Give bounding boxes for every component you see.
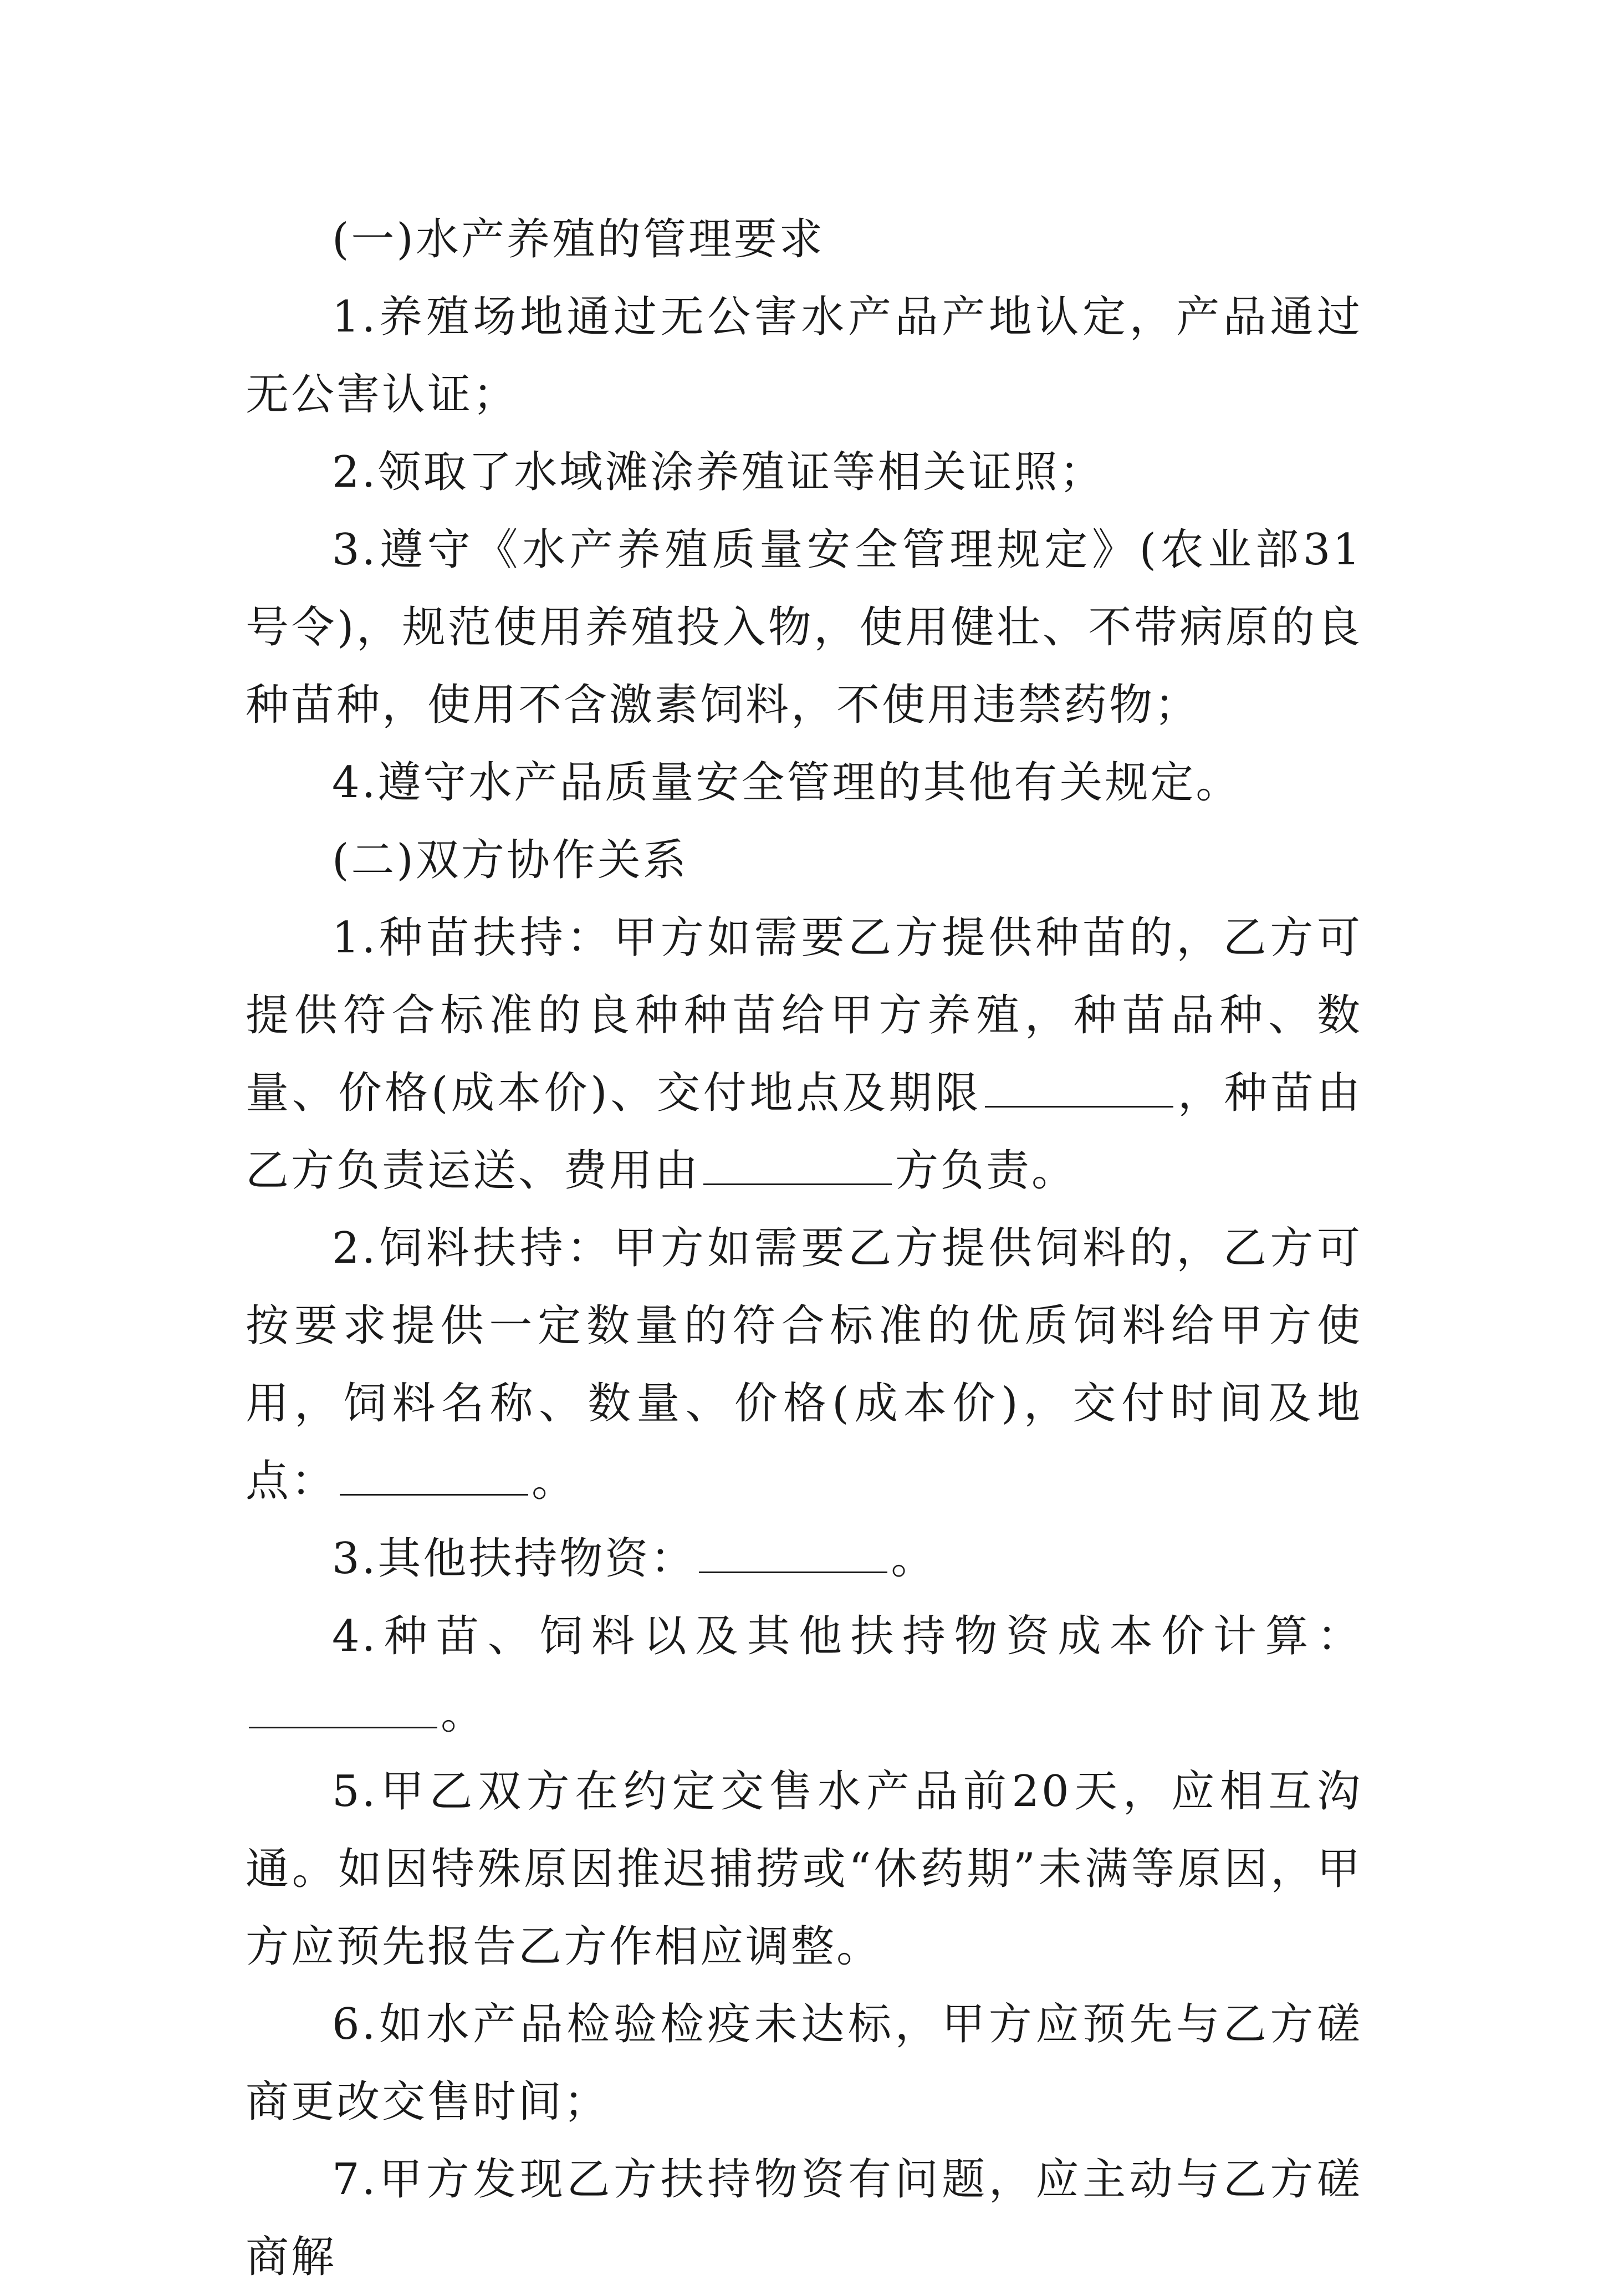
document-body [246,201,1362,2296]
paragraph-p9 [246,1520,1362,1598]
paragraph-text: 方负责。 [895,1146,1077,1196]
paragraph-p4 [246,511,1362,744]
paragraph-text: 3.遵守《水产养殖质量安全管理规定》(农业部31号令)，规范使用养殖投入物，使用健壮、不带病原的良种苗种，使用不含激素饲料，不使用违禁药物； [246,525,1362,730]
fill-in-blank [703,1148,892,1185]
paragraph-text: (一)水产养殖的管理要求 [332,215,825,264]
paragraph-p11 [246,1753,1362,1986]
paragraph-p3 [246,433,1362,511]
paragraph-text: ，种苗由乙方负责运送、费用由 [246,1068,1362,1196]
paragraph-text: 4.种苗、饲料以及其他扶持物资成本价计算： [332,1611,1362,1661]
paragraph-text: 2.领取了水域滩涂养殖证等相关证照； [332,447,1105,497]
paragraph-text: 4.遵守水产品质量安全管理的其他有关规定。 [332,758,1242,808]
paragraph-p12 [246,1986,1362,2141]
paragraph-text: 2.饲料扶持：甲方如需要乙方提供饲料的，乙方可按要求提供一定数量的符合标准的优质饲料给甲方使用，饲料名称、数量、价格(成本价)，交付时间及地点： [246,1223,1362,1506]
paragraph-p8 [246,1210,1362,1520]
paragraph-p2 [246,278,1362,433]
paragraph-p6 [246,822,1362,899]
paragraph-p7 [246,899,1362,1210]
paragraph-p5 [246,744,1362,822]
paragraph-text: 1.养殖场地通过无公害水产品产地认定，产品通过无公害认证； [246,292,1362,420]
paragraph-text: 。 [891,1534,937,1584]
paragraph-text: 。 [532,1456,578,1506]
paragraph-text: 3.其他扶持物资： [332,1534,696,1584]
fill-in-blank [340,1458,528,1496]
fill-in-blank [249,1691,437,1728]
paragraph-p13 [246,2141,1362,2296]
fill-in-blank [699,1536,887,1573]
paragraph-text: 1.种苗扶持：甲方如需要乙方提供种苗的，乙方可提供符合标准的良种种苗给甲方养殖，种苗品种、数量、价格(成本价)、交付地点及期限 [246,913,1362,1118]
paragraph-text: 5.甲乙双方在约定交售水产品前20天，应相互沟通。如因特殊原因推迟捕捞或“休药期”未满等原因，甲方应预先报告乙方作相应调整。 [246,1767,1362,1972]
paragraph-p1 [246,201,1362,278]
paragraph-text: 7.甲方发现乙方扶持物资有问题，应主动与乙方磋商解 [246,2155,1362,2282]
paragraph-text: (二)双方协作关系 [332,835,688,885]
fill-in-blank [985,1070,1173,1108]
paragraph-p10 [246,1598,1362,1753]
paragraph-text: 6.如水产品检验检疫未达标，甲方应预先与乙方磋商更改交售时间； [246,1999,1362,2127]
paragraph-text: 。 [441,1689,487,1739]
